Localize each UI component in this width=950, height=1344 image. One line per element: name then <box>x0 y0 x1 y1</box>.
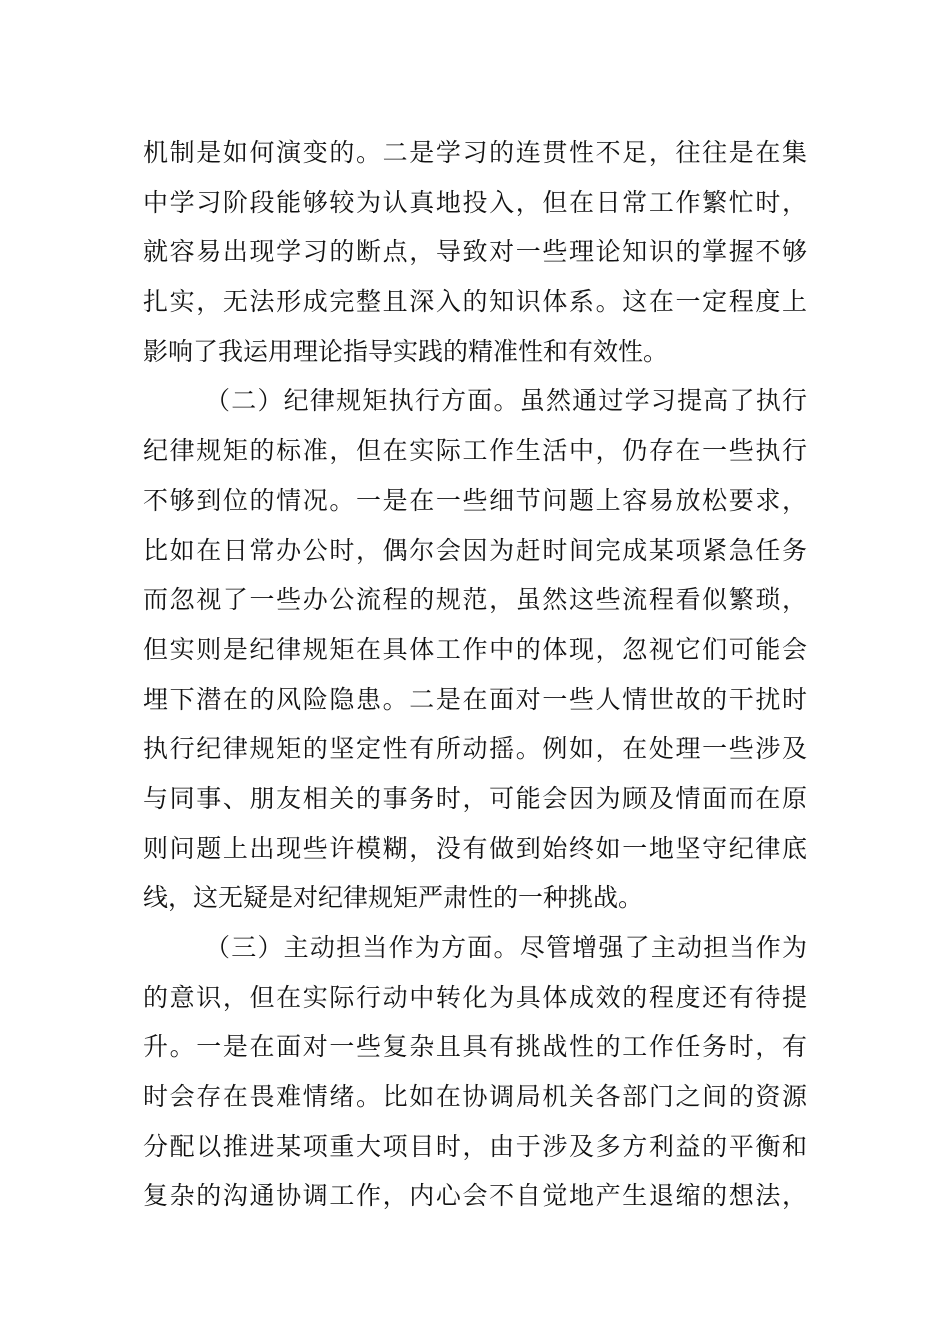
section-heading-line: （三）主动担当作为方面。尽管增强了主动担当作为 <box>205 933 807 962</box>
document-body <box>143 128 807 1221</box>
text-line: 但实则是纪律规矩在具体工作中的体现，忽视它们可能会 <box>143 634 807 664</box>
text-line: 执行纪律规矩的坚定性有所动摇。例如，在处理一些涉及 <box>143 734 807 764</box>
text-line: 机制是如何演变的。二是学习的连贯性不足，往往是在集 <box>143 138 807 167</box>
text-line: 分配以推进某项重大项目时，由于涉及多方利益的平衡和 <box>143 1131 807 1161</box>
text-line: 埋下潜在的风险隐患。二是在面对一些人情世故的干扰时 <box>143 684 807 714</box>
text-line: 比如在日常办公时，偶尔会因为赶时间完成某项紧急任务 <box>143 535 807 565</box>
text-line: 线，这无疑是对纪律规矩严肃性的一种挑战。 <box>143 883 644 913</box>
text-line: 的意识，但在实际行动中转化为具体成效的程度还有待提 <box>143 982 807 1012</box>
text-line: 不够到位的情况。一是在一些细节问题上容易放松要求， <box>143 485 807 515</box>
text-line: 与同事、朋友相关的事务时，可能会因为顾及情面而在原 <box>143 783 807 813</box>
text-line: 升。一是在面对一些复杂且具有挑战性的工作任务时，有 <box>143 1032 807 1062</box>
text-line: 影响了我运用理论指导实践的精准性和有效性。 <box>143 336 669 366</box>
text-line: 扎实，无法形成完整且深入的知识体系。这在一定程度上 <box>143 287 807 317</box>
text-line: 纪律规矩的标准，但在实际工作生活中，仍存在一些执行 <box>143 436 807 466</box>
section-heading-line: （二）纪律规矩执行方面。虽然通过学习提高了执行 <box>205 386 807 416</box>
text-line: 则问题上出现些许模糊，没有做到始终如一地坚守纪律底 <box>143 833 807 863</box>
text-line: 中学习阶段能够较为认真地投入，但在日常工作繁忙时， <box>143 187 807 217</box>
text-line: 而忽视了一些办公流程的规范，虽然这些流程看似繁琐， <box>143 585 807 615</box>
text-line: 就容易出现学习的断点，导致对一些理论知识的掌握不够 <box>143 237 807 267</box>
text-line: 时会存在畏难情绪。比如在协调局机关各部门之间的资源 <box>143 1082 807 1112</box>
text-line: 复杂的沟通协调工作，内心会不自觉地产生退缩的想法， <box>143 1181 807 1211</box>
